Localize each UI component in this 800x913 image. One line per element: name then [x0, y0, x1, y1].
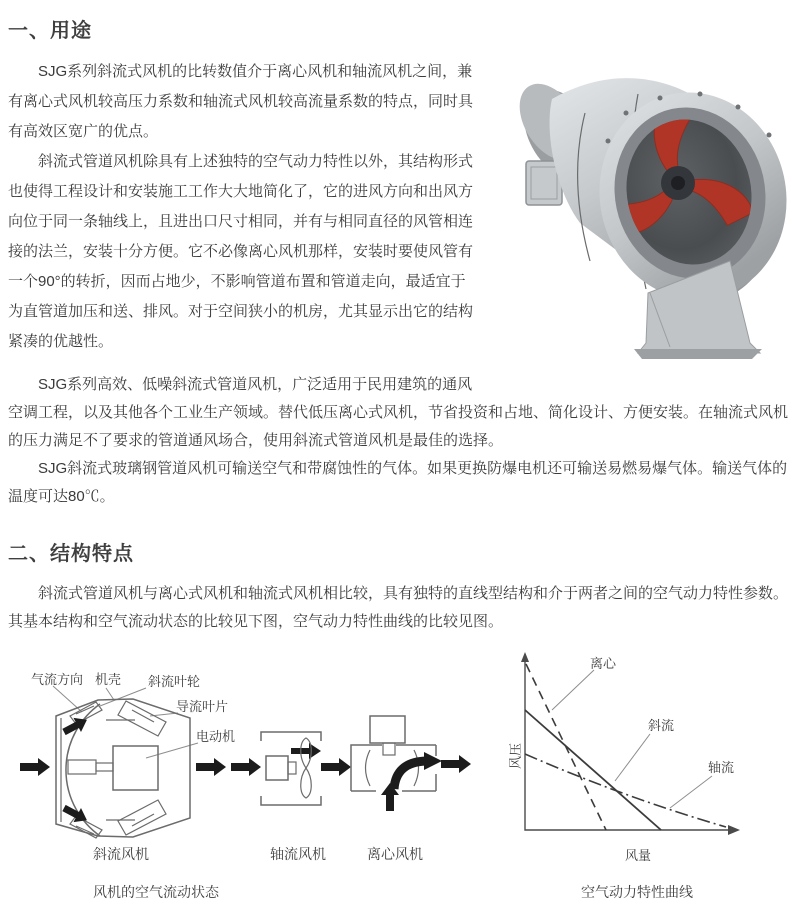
axial-fan-diagram	[261, 732, 321, 805]
centrifugal-fan-diagram	[351, 716, 442, 811]
document-content	[0, 14, 800, 913]
figures-section	[8, 648, 792, 913]
flow-arrow-scroll	[424, 752, 442, 770]
chart-axes	[525, 660, 735, 830]
legend-axial: 轴流	[708, 760, 735, 775]
label-casing: 机壳	[95, 672, 122, 687]
flow-arrow-centrifugal-inlet	[321, 758, 351, 776]
section1-heading: 一、用途	[8, 20, 92, 42]
curve-mixed-flow	[525, 710, 661, 830]
x-axis-label: 风量	[625, 848, 652, 863]
section2-heading: 二、结构特点	[8, 543, 134, 565]
flow-arrow-axial-outlet	[291, 743, 321, 759]
fan-product-photo	[488, 61, 792, 371]
mixed-flow-fan-diagram	[56, 699, 190, 838]
label-centrifugal-fan: 离心风机	[367, 846, 423, 862]
characteristic-curve-chart	[498, 648, 800, 878]
y-axis-label: 风压	[508, 742, 523, 770]
curve-figure-caption: 空气动力特性曲线	[581, 884, 693, 900]
flow-arrow-inlet	[20, 758, 50, 776]
label-axial-fan: 轴流风机	[270, 846, 326, 862]
curve-axial	[525, 754, 726, 827]
label-guide-vane: 导流叶片	[176, 699, 229, 714]
label-impeller: 斜流叶轮	[148, 674, 201, 689]
flow-figure-caption: 风机的空气流动状态	[93, 884, 219, 900]
label-motor: 电动机	[196, 729, 236, 744]
label-airflow-direction: 气流方向	[31, 672, 84, 687]
section1-paragraph-1: SJG系列斜流式风机的比转数值介于离心风机和轴流风机之间，兼有离心式风机较高压力系数和轴流式风机较高流量系数的特点，同时具有高效区宽广的优点。	[8, 63, 474, 140]
y-axis-arrow	[521, 652, 529, 662]
leader-mixed-flow	[615, 734, 650, 781]
legend-mixed-flow: 斜流	[648, 718, 675, 733]
flow-arrow-mixed-outlet	[196, 758, 226, 776]
flow-arrow-centrifugal-outlet	[441, 755, 471, 773]
section1-paragraph-2: 斜流式管道风机除具有上述独特的空气动力特性以外，其结构形式也使得工程设计和安装施工工作大大地简化了，它的进风方向和出风方向位于同一条轴线上，且进出口尺寸相同，并有与相同直径的风管相连接的法兰，安装十分方便。它不必像离心风机那样，安装时要使风管有一个90°的转折，因而占地少，不影响管道布置和管道走向，最适宜于为直管道加压和送、排风。对于空间狭小的机房，尤其显示出它的结构紧凑的优越性。	[8, 153, 474, 350]
section1-paragraph-4: SJG斜流式玻璃钢管道风机可输送空气和带腐蚀性的气体。如果更换防爆电机还可输送易燃易爆气体。输送气体的温度可达80℃。	[8, 460, 788, 505]
fan-photo-illustration	[488, 61, 792, 371]
legend-centrifugal: 离心	[590, 656, 617, 671]
x-axis-arrow	[728, 825, 740, 835]
flow-state-diagram	[8, 648, 478, 878]
leader-centrifugal	[552, 670, 594, 710]
label-mixed-flow-fan: 斜流风机	[93, 846, 149, 862]
section2-paragraph: 斜流式管道风机与离心式风机和轴流式风机相比较，具有独特的直线型结构和介于两者之间的空气动力特性参数。其基本结构和空气流动状态的比较见下图，空气动力特性曲线的比较见图。	[8, 585, 789, 630]
leader-axial	[670, 776, 712, 808]
flow-arrow-axial-inlet	[231, 758, 261, 776]
section1-paragraph-3: SJG系列高效、低噪斜流式管道风机，广泛适用于民用建筑的通风空调工程，以及其他各个工业生产领域。替代低压离心式风机，节省投资和占地、简化设计、方便安装。在轴流式风机的压力满足不了要求的管道通风场合，使用斜流式管道风机是最佳的选择。	[8, 376, 789, 449]
